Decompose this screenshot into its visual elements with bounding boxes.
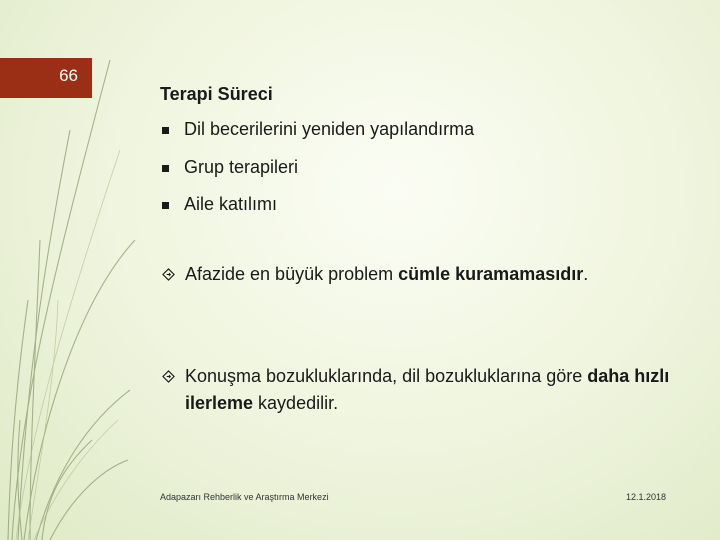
emphasis-text: daha hızlı ilerleme	[185, 366, 670, 413]
slide-title: Terapi Süreci	[160, 84, 273, 104]
point-item	[162, 363, 682, 417]
bullet-text: Dil becerilerini yeniden yapılandırma	[184, 119, 475, 139]
footer-date: 12.1.2018	[626, 492, 667, 502]
square-bullet-icon	[162, 127, 169, 134]
square-bullet-icon	[162, 202, 169, 209]
bullet-text: Aile katılımı	[184, 194, 278, 214]
bullet-item	[162, 157, 298, 178]
footer-organization: Adapazarı Rehberlik ve Araştırma Merkezi	[160, 492, 329, 502]
point-text: Afazide en büyük problem cümle kuramamasıdır.	[185, 264, 589, 284]
bullet-item	[162, 119, 474, 140]
diamond-arrow-icon	[162, 268, 175, 281]
point-text: Konuşma bozukluklarında, dil bozukluklarına göre daha hızlı ilerleme kaydedilir.	[185, 366, 670, 413]
page-number: 66	[59, 66, 78, 85]
point-item	[162, 261, 682, 288]
bullet-item	[162, 194, 277, 215]
emphasis-text: cümle kuramamasıdır	[398, 264, 584, 284]
diamond-arrow-icon	[162, 370, 175, 383]
square-bullet-icon	[162, 165, 169, 172]
bullet-text: Grup terapileri	[184, 157, 299, 177]
